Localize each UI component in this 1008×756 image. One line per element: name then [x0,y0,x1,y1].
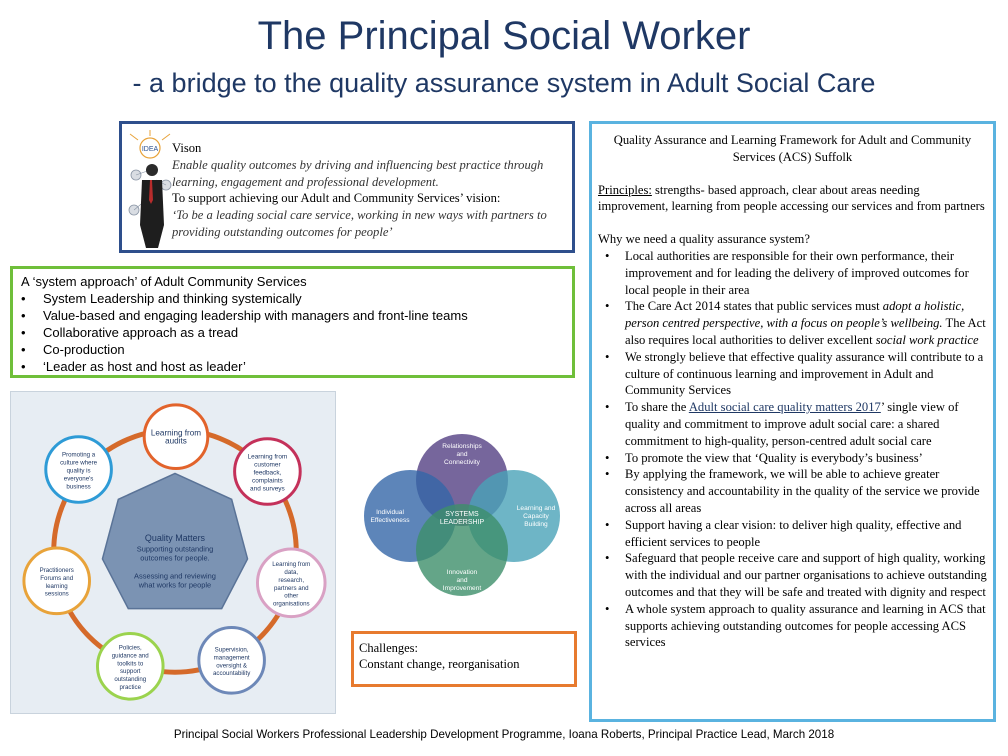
list-item: • By applying the framework, we will be able to achieve greater consistency and accountability in the quality of the service we provide across all areas [598,466,987,516]
node-label: Learning from customer feedback, complaints and surveys [247,453,288,493]
venn-center-label: SYSTEMS LEADERSHIP [439,511,485,526]
node-forums [24,548,90,614]
list-item [598,298,987,348]
vision-support: To support achieving our Adult and Community Services’ vision: [172,191,501,206]
quality-matters-diagram [10,391,336,714]
node-feedback [235,439,301,505]
vision-quote: ‘To be a leading social care service, working in new ways with partners to providing outstanding outcomes for people’ [172,208,547,239]
challenges-text: Constant change, reorganisation [359,657,520,671]
list-item: • Safeguard that people receive care and support of high quality, working with the individual and our partner organisations to achieve outstanding outcomes and that they will be safe and treated with dignity and respect [598,550,987,600]
qa-reasons-list [598,248,987,651]
node-supervision [199,628,265,694]
node-culture [46,437,112,503]
list-item: • Local authorities are responsible for their own performance, their improvement and for leading the delivery of improved outcomes for local people in their area [598,248,987,298]
principles-text: strengths- based approach, clear about areas needing improvement, learning from people accessing our services and from partners [598,182,985,214]
qa-why-heading: Why we need a quality assurance system? [598,232,810,247]
center-title: Quality Matters [144,533,206,544]
node-label: Learning from data, research, partners and other organisations [272,560,311,608]
footer: Principal Social Workers Professional Leadership Development Programme, Ioana Roberts, Principal Practice Lead, March 2018 [173,728,835,741]
list-item [598,399,987,449]
venn-top-label: Relationships and Connectivity [442,443,482,466]
quality-matters-link[interactable]: Adult social care quality matters 2017 [688,400,881,415]
list-item-text: To share the [625,400,689,415]
system-approach-list [21,290,564,375]
list-item-text: The Care Act 2014 states that public services must [625,299,883,314]
list-item: • Value-based and engaging leadership with managers and front-line teams [21,307,564,324]
venn-left-label: Individual Effectiveness [370,509,410,524]
challenges-box [351,631,577,687]
list-item: • Co-production [21,341,564,358]
vision-box [119,121,575,253]
venn-right-label: Learning and Capacity Building [516,505,556,528]
systems-leadership-venn [352,432,572,597]
list-item: • ‘Leader as host and host as leader’ [21,358,564,375]
system-approach-heading: A ‘system approach’ of Adult Community Services [21,274,307,289]
node-policies [97,633,163,699]
node-label: Policies, guidance and toolkits to support outstanding practice [111,644,149,692]
list-item: • To promote the view that ‘Quality is everybody’s business’ [598,450,987,467]
system-approach-box [10,266,575,378]
node-label: Supervision, management oversight & accountability [212,646,251,678]
qa-framework-box [589,121,996,722]
list-item: • System Leadership and thinking systemically [21,290,564,307]
page-title: The Principal Social Worker [257,14,751,58]
vision-statement: Enable quality outcomes by driving and influencing best practice through learning, engagement and professional development. [172,157,544,189]
node-label: Learning from audits [150,428,202,446]
principles-label: Principles: [598,182,652,197]
vision-heading: Vison [172,141,202,155]
node-label: Practitioners Forums and learning sessions [39,566,74,598]
idea-illustration [128,130,172,248]
list-item-emphasis: adopt a holistic, person centred perspective, with a focus on people’s wellbeing. [625,299,965,331]
qa-principles [598,182,987,216]
node-data [257,549,325,617]
venn-bottom-label: Innovation and Improvement [442,569,482,592]
vision-text [172,140,572,241]
list-item: • A whole system approach to quality assurance and learning in ACS that supports achieving outstanding outcomes for people accessing ACS services [598,601,987,651]
page-subtitle: - a bridge to the quality assurance system in Adult Social Care [132,68,876,98]
center-line-2: Assessing and reviewing what works for people [134,571,216,590]
list-item-emphasis: social work practice [875,332,979,347]
node-audits [144,405,208,469]
node-label: Promoting a culture where quality is everyone's business [60,451,98,491]
idea-label: IDEA [141,146,159,153]
list-item: • Support having a clear vision: to deliver high quality, effective and efficient services to people [598,517,987,551]
list-item-text: ’ single view of quality and commitment to improve adult social care: a shared commitment to high-quality, person-centred adult social care [625,400,959,448]
challenges-heading: Challenges: [359,641,419,655]
qa-title: Quality Assurance and Learning Framework for Adult and Community Services (ACS) Suffolk [613,133,972,164]
list-item-text: The Act also requires local authorities to deliver excellent [625,316,986,347]
list-item: • Collaborative approach as a tread [21,324,564,341]
list-item: • We strongly believe that effective quality assurance will contribute to a culture of continuous learning and improvement in Adult and Community Services [598,349,987,399]
center-line-1: Supporting outstanding outcomes for people. [136,544,214,563]
